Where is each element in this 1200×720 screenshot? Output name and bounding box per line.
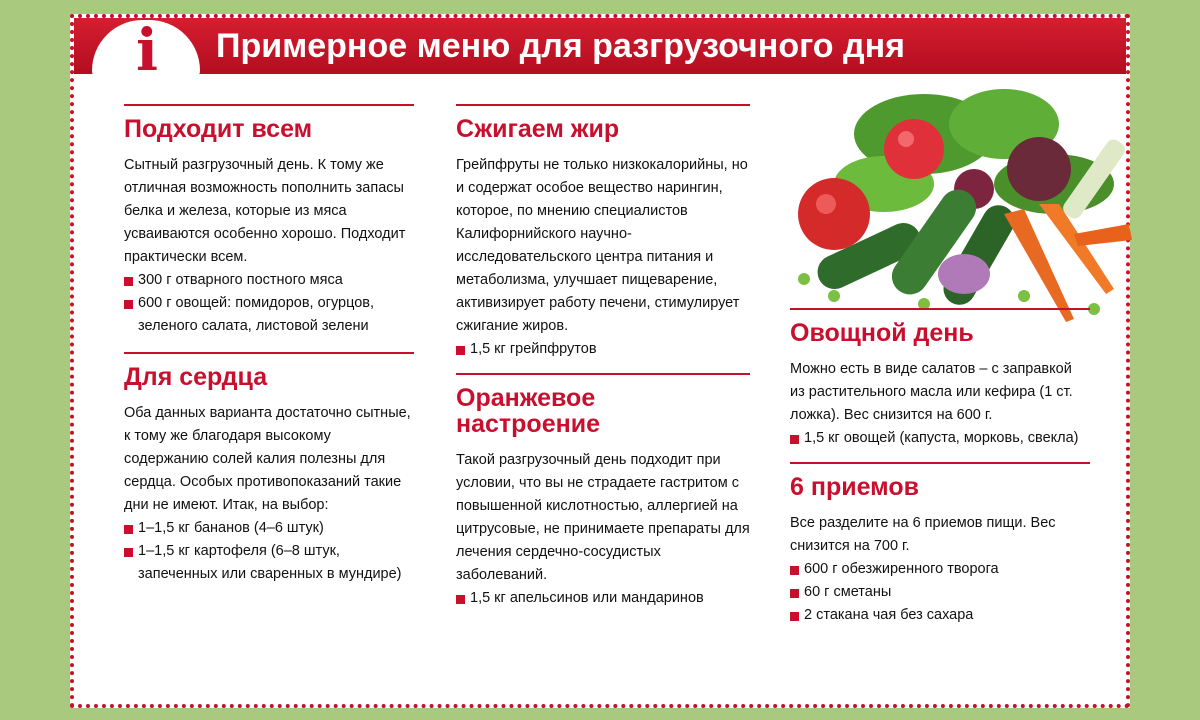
list-item bbox=[124, 292, 414, 338]
column-right bbox=[790, 308, 1090, 637]
item-text: 2 стакана чая без сахара bbox=[804, 607, 974, 623]
vegetables-illustration bbox=[774, 64, 1134, 324]
list-item bbox=[790, 604, 1090, 627]
section-divider bbox=[790, 308, 1090, 310]
item-text: 1–1,5 кг бананов (4–6 штук) bbox=[138, 520, 324, 536]
list-item bbox=[790, 427, 1090, 450]
item-text: 1,5 кг грейпфрутов bbox=[470, 341, 597, 357]
info-card bbox=[70, 14, 1130, 708]
section-title: Овощной день bbox=[790, 319, 974, 347]
list-item bbox=[124, 269, 414, 292]
column-middle bbox=[456, 104, 750, 620]
list-item bbox=[124, 540, 414, 586]
section-orange bbox=[456, 373, 750, 610]
section-text: Грейпфруты не только низкокалорийны, но и содержат особое вещество нарингин, которое, по мнению специалистов Калифорнийского научно-исследовательского центра питания и метаболизма, улучшает пищеварение, активизирует работу печени, стимулирует сжигание жиров. bbox=[456, 157, 748, 334]
section-divider bbox=[456, 373, 750, 375]
section-divider bbox=[790, 462, 1090, 464]
section-text: Все разделите на 6 приемов пищи. Вес снизится на 700 г. bbox=[790, 515, 1056, 554]
list-item bbox=[790, 581, 1090, 604]
section-vsem bbox=[124, 104, 414, 338]
section-zhir bbox=[456, 104, 750, 361]
square-bullet-icon bbox=[124, 277, 133, 286]
section-title: Для сердца bbox=[124, 363, 268, 391]
section-title: Подходит всем bbox=[124, 115, 313, 143]
section-divider bbox=[456, 104, 750, 106]
square-bullet-icon bbox=[124, 548, 133, 557]
section-text: Такой разгрузочный день подходит при условии, что вы не страдаете гастритом с повышенной кислотностью, аллергией на цитрусовые, не принимаете препараты для лечения сердечно-сосудистых заболеваний. bbox=[456, 452, 750, 583]
list-item bbox=[790, 558, 1090, 581]
section-title: 6 приемов bbox=[790, 473, 919, 501]
info-icon: i bbox=[135, 16, 159, 84]
section-ovosh bbox=[790, 308, 1090, 450]
page-title: Примерное меню для разгрузочного дня bbox=[216, 27, 905, 65]
square-bullet-icon bbox=[456, 595, 465, 604]
square-bullet-icon bbox=[790, 589, 799, 598]
vegetables-image bbox=[774, 64, 1134, 324]
item-text: 60 г сметаны bbox=[804, 584, 892, 600]
square-bullet-icon bbox=[790, 612, 799, 621]
item-text: 300 г отварного постного мяса bbox=[138, 272, 343, 288]
square-bullet-icon bbox=[456, 346, 465, 355]
square-bullet-icon bbox=[124, 300, 133, 309]
list-item bbox=[456, 338, 750, 361]
section-text: Сытный разгрузочный день. К тому же отличная возможность пополнить запасы белка и железа, которые из мяса усваиваются особенно хорошо. Подходит практически всем. bbox=[124, 157, 406, 265]
list-item bbox=[456, 587, 750, 610]
section-serdce bbox=[124, 352, 414, 586]
item-text: 600 г обезжиренного творога bbox=[804, 561, 999, 577]
square-bullet-icon bbox=[790, 435, 799, 444]
section-text: Оба данных варианта достаточно сытные, к тому же благодаря высокому содержанию солей калия полезны для сердца. Особых противопоказаний такие дни не имеют. Итак, на выбор: bbox=[124, 405, 411, 513]
item-text: 600 г овощей: помидоров, огурцов, зеленого салата, листовой зелени bbox=[138, 295, 375, 334]
section-divider bbox=[124, 104, 414, 106]
square-bullet-icon bbox=[790, 566, 799, 575]
section-priemy bbox=[790, 462, 1090, 627]
square-bullet-icon bbox=[124, 525, 133, 534]
item-text: 1,5 кг апельсинов или мандаринов bbox=[470, 590, 704, 606]
section-title: Сжигаем жир bbox=[456, 115, 620, 143]
section-divider bbox=[124, 352, 414, 354]
section-text: Можно есть в виде салатов – с заправкой из растительного масла или кефира (1 ст. ложка). Вес снизится на 600 г. bbox=[790, 361, 1073, 423]
list-item bbox=[124, 517, 414, 540]
item-text: 1–1,5 кг картофеля (6–8 штук, запеченных или сваренных в мундире) bbox=[138, 543, 402, 582]
item-text: 1,5 кг овощей (капуста, морковь, свекла) bbox=[804, 430, 1079, 446]
section-title: Оранжевое настроение bbox=[456, 384, 600, 438]
column-left bbox=[124, 104, 414, 596]
